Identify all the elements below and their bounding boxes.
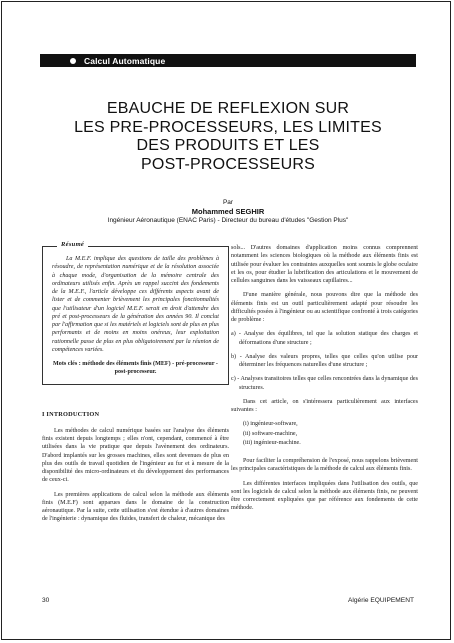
keywords: Mots clés : méthode des éléments finis (MEF) - pré-processeur - post-processeur. (53, 361, 218, 376)
title-line: POST-PROCESSEURS (141, 155, 315, 173)
paragraph: sols... D'autres domaines d'application moins connus comprennent notamment les sciences biologiques où la méthode aux éléments finis est utilisée pour évaluer les contraintes auxquelles sont soumis le globe oculaire et les os, pour étudier la lubrification des articulations et le mouvement de cellules sanguines dans les vaisseaux capillaires... (231, 245, 418, 284)
paragraph: D'une manière générale, nous pouvons dire que la méthode des éléments finis est un outil particulièrement adapté pour résoudre les difficultés posées à l'ingénieur ou au scientifique confronté à trois catégories de problème : (231, 292, 418, 323)
interfaces-list (243, 420, 418, 447)
section-rubric-bar (40, 54, 416, 67)
title-line: LES PRE-PROCESSEURS, LES LIMITES (74, 118, 382, 136)
title-line: EBAUCHE DE REFLEXION SUR (106, 100, 350, 117)
journal-name: Algérie EQUIPEMENT (348, 597, 414, 604)
page-number: 30 (42, 597, 50, 604)
list-item: (i) ingénieur-software, (243, 421, 298, 428)
list-item: (ii) software-machine, (243, 430, 298, 437)
abstract-text: La M.E.F. implique des questions de taille des problèmes à résoudre, de représentation numérique et de la résolution associée à chaque mode, d'organisation de la mémoire centrale des ordinateurs utilisés enfin. Après un rappel succint des fondements de la M.E.F., l'article développe ces différents aspects avant de lister et de commenter brièvement les principales fonctionnalités que l'utilisateur d'un logiciel M.E.F. serait en droit d'attendre des pré et post-processeurs de la génération des années 90. Il conclut par l'affirmation que si les matériels et logiciels sont de plus en plus performants et de moins en moins onéreux, leur exploitation rationnelle passe de plus en plus obligatoirement par la réunion de compétences variées. (52, 256, 219, 353)
author-name: Mohammed SEGHIR (191, 207, 265, 216)
bullet-icon (70, 58, 76, 64)
paragraph: Dans cet article, on s'intéressera particulièrement aux interfaces suivantes : (231, 398, 418, 413)
byline-par: Par (222, 199, 234, 206)
list-item: a) - Analyse des équilibres, tel que la solution statique des charges et déformations d'une structure ; (231, 331, 418, 346)
byline (40, 199, 416, 225)
list-item: (iii) ingénieur-machine. (243, 439, 301, 446)
list-item: b) - Analyse des valeurs propres, telles que celles qu'on utilise pour déterminer les fréquences naturelles d'une structure ; (231, 353, 418, 368)
problem-categories-list (231, 330, 418, 392)
left-column (42, 240, 229, 530)
abstract-box (42, 241, 229, 385)
title-line: DES PRODUITS ET LES (136, 137, 320, 154)
paragraph: Pour faciliter la compréhension de l'exposé, nous rappelons brièvement les principales caractéristiques de la méthode de calcul aux éléments finis. (231, 458, 418, 473)
abstract-heading: Résumé (57, 241, 88, 249)
paragraph: Les méthodes de calcul numérique basées sur l'analyse des éléments finis existent depuis longtemps ; elles n'ont, cependant, commencé à être utilisées dans la vie pratique que depuis l'avènement des ordinateurs. D'abord implantés sur les grosses machines, elles sont devenues de plus en plus des outils de travail quotidien de l'ingénieur au fur et à mesure de la disponibilité des micro-ordinateurs et du développement des performances de ceux-ci. (42, 427, 229, 484)
author-role: Ingénieur Aéronautique (ENAC Paris) - Directeur du bureau d'études "Gestion Plus" (107, 217, 349, 224)
list-item: c) - Analyses transitoires telles que celles rencontrées dans la dynamique des structures. (231, 376, 418, 391)
paragraph: Les premières applications de calcul selon la méthode aux éléments finis (M.E.F) sont apparues dans le domaine de la construction aéronautique. Par la suite, cette utilisation s'est étendue à d'autres domaines de l'ingénierie : dynamique des fluides, transfert de chaleur, mécanique des (42, 491, 229, 523)
article-title (40, 100, 416, 174)
section-heading: I INTRODUCTION (42, 410, 100, 418)
paragraph: Les différentes interfaces impliquées dans l'utilisation des outils, que sont les logiciels de calcul selon la méthode aux éléments finis, ne peuvent être correctement expliquées que par référence aux fondements de cette méthode. (231, 480, 418, 512)
section-rubric: Calcul Automatique (84, 55, 166, 66)
right-column (231, 244, 418, 519)
